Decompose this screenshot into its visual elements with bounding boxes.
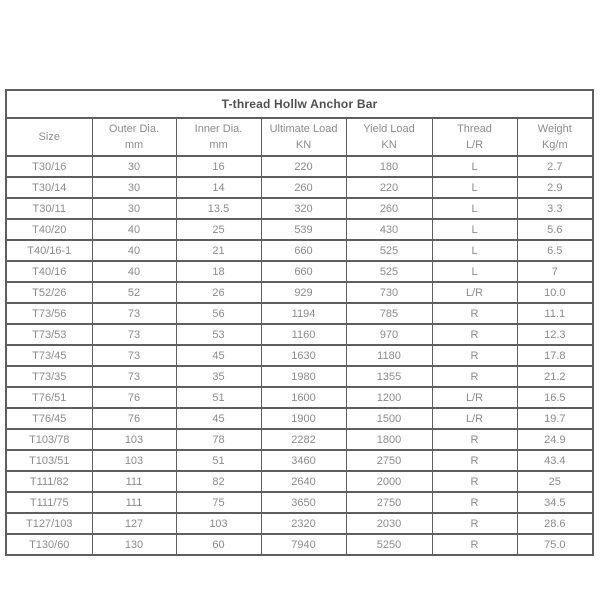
cell-t40-16-1-inner-dia: 21: [176, 240, 261, 261]
column-header-label: Yield Load: [363, 123, 415, 135]
cell-t73-35-ultimate-load: 1980: [261, 366, 346, 387]
cell-t73-45-weight: 17.8: [517, 345, 593, 366]
cell-t103-51-thread: R: [432, 450, 517, 471]
table-row-t30-14: [6, 177, 593, 198]
cell-t73-56-yield-load: 785: [346, 303, 432, 324]
cell-t30-14-outer-dia: 30: [92, 177, 176, 198]
cell-t103-51-inner-dia: 51: [176, 450, 261, 471]
cell-t76-51-size: T76/51: [6, 387, 92, 408]
cell-t130-60-outer-dia: 130: [92, 534, 176, 555]
cell-t103-51-yield-load: 2750: [346, 450, 432, 471]
cell-t103-78-yield-load: 1800: [346, 429, 432, 450]
cell-t76-45-ultimate-load: 1900: [261, 408, 346, 429]
table-row-t40-16: [6, 261, 593, 282]
cell-t40-16-ultimate-load: 660: [261, 261, 346, 282]
table-row-t76-51: [6, 387, 593, 408]
cell-t130-60-weight: 75.0: [517, 534, 593, 555]
column-header-unit: mm: [209, 139, 228, 151]
cell-t73-35-inner-dia: 35: [176, 366, 261, 387]
table-row-t130-60: [6, 534, 593, 555]
table-row-t40-16-1: [6, 240, 593, 261]
cell-t111-75-yield-load: 2750: [346, 492, 432, 513]
cell-t103-78-ultimate-load: 2282: [261, 429, 346, 450]
cell-t103-78-inner-dia: 78: [176, 429, 261, 450]
cell-t40-20-outer-dia: 40: [92, 219, 176, 240]
cell-t130-60-inner-dia: 60: [176, 534, 261, 555]
cell-t127-103-yield-load: 2030: [346, 513, 432, 534]
cell-t40-16-1-size: T40/16-1: [6, 240, 92, 261]
cell-t73-53-size: T73/53: [6, 324, 92, 345]
cell-t40-16-1-thread: L: [432, 240, 517, 261]
cell-t40-16-outer-dia: 40: [92, 261, 176, 282]
cell-t73-35-size: T73/35: [6, 366, 92, 387]
cell-t30-11-outer-dia: 30: [92, 198, 176, 219]
cell-t40-16-inner-dia: 18: [176, 261, 261, 282]
cell-t73-35-outer-dia: 73: [92, 366, 176, 387]
cell-t76-51-yield-load: 1200: [346, 387, 432, 408]
cell-t111-75-weight: 34.5: [517, 492, 593, 513]
cell-t73-56-inner-dia: 56: [176, 303, 261, 324]
cell-t30-14-ultimate-load: 260: [261, 177, 346, 198]
cell-t103-51-outer-dia: 103: [92, 450, 176, 471]
cell-t73-45-size: T73/45: [6, 345, 92, 366]
cell-t30-16-outer-dia: 30: [92, 156, 176, 177]
cell-t73-35-weight: 21.2: [517, 366, 593, 387]
cell-t30-16-thread: L: [432, 156, 517, 177]
column-header-ultimate-load: [261, 118, 346, 156]
cell-t111-82-ultimate-load: 2640: [261, 471, 346, 492]
cell-t30-16-ultimate-load: 220: [261, 156, 346, 177]
column-header-label: Inner Dia.: [194, 123, 243, 135]
table-row-t73-53: [6, 324, 593, 345]
anchor-bar-spec-table: [5, 89, 594, 556]
cell-t111-75-ultimate-load: 3650: [261, 492, 346, 513]
column-header-label: Weight: [537, 123, 572, 135]
table-row-t76-45: [6, 408, 593, 429]
cell-t127-103-ultimate-load: 2320: [261, 513, 346, 534]
cell-t103-78-outer-dia: 103: [92, 429, 176, 450]
cell-t73-45-thread: R: [432, 345, 517, 366]
cell-t76-51-outer-dia: 76: [92, 387, 176, 408]
cell-t76-51-inner-dia: 51: [176, 387, 261, 408]
cell-t30-11-weight: 3.3: [517, 198, 593, 219]
column-header-outer-dia: [92, 118, 176, 156]
cell-t52-26-weight: 10.0: [517, 282, 593, 303]
column-header-size: [6, 118, 92, 156]
cell-t30-16-yield-load: 180: [346, 156, 432, 177]
cell-t127-103-size: T127/103: [6, 513, 92, 534]
cell-t30-16-size: T30/16: [6, 156, 92, 177]
table-row-t73-35: [6, 366, 593, 387]
cell-t111-82-size: T111/82: [6, 471, 92, 492]
cell-t40-20-size: T40/20: [6, 219, 92, 240]
cell-t73-45-inner-dia: 45: [176, 345, 261, 366]
cell-t40-16-yield-load: 525: [346, 261, 432, 282]
cell-t73-53-yield-load: 970: [346, 324, 432, 345]
cell-t30-14-thread: L: [432, 177, 517, 198]
column-header-thread: [432, 118, 517, 156]
cell-t103-78-size: T103/78: [6, 429, 92, 450]
cell-t52-26-yield-load: 730: [346, 282, 432, 303]
column-header-label: Thread: [457, 123, 492, 135]
cell-t30-16-inner-dia: 16: [176, 156, 261, 177]
column-header-unit: L/R: [465, 139, 484, 151]
cell-t73-35-yield-load: 1355: [346, 366, 432, 387]
cell-t73-53-outer-dia: 73: [92, 324, 176, 345]
table-body: [6, 156, 593, 555]
cell-t30-11-inner-dia: 13.5: [176, 198, 261, 219]
table-header-row: [6, 118, 593, 156]
cell-t111-82-outer-dia: 111: [92, 471, 176, 492]
column-header-yield-load: [346, 118, 432, 156]
column-header-unit: KN: [295, 139, 312, 151]
cell-t73-56-weight: 11.1: [517, 303, 593, 324]
cell-t76-45-weight: 19.7: [517, 408, 593, 429]
cell-t40-20-thread: L: [432, 219, 517, 240]
cell-t127-103-thread: R: [432, 513, 517, 534]
cell-t111-82-weight: 25: [517, 471, 593, 492]
column-header-label: Outer Dia.: [108, 123, 160, 135]
cell-t76-45-thread: L/R: [432, 408, 517, 429]
column-header-unit: mm: [124, 139, 144, 151]
cell-t73-45-ultimate-load: 1630: [261, 345, 346, 366]
cell-t73-53-ultimate-load: 1160: [261, 324, 346, 345]
column-header-label: Ultimate Load: [269, 123, 338, 135]
table-row-t73-45: [6, 345, 593, 366]
cell-t73-53-weight: 12.3: [517, 324, 593, 345]
table-title: T-thread Hollw Anchor Bar: [6, 90, 593, 118]
cell-t40-16-1-yield-load: 525: [346, 240, 432, 261]
table-row-t52-26: [6, 282, 593, 303]
cell-t40-20-ultimate-load: 539: [261, 219, 346, 240]
cell-t127-103-weight: 28.6: [517, 513, 593, 534]
cell-t130-60-thread: R: [432, 534, 517, 555]
cell-t30-11-ultimate-load: 320: [261, 198, 346, 219]
cell-t130-60-ultimate-load: 7940: [261, 534, 346, 555]
cell-t73-56-size: T73/56: [6, 303, 92, 324]
cell-t111-82-yield-load: 2000: [346, 471, 432, 492]
cell-t127-103-outer-dia: 127: [92, 513, 176, 534]
cell-t111-75-size: T111/75: [6, 492, 92, 513]
cell-t76-45-size: T76/45: [6, 408, 92, 429]
cell-t76-51-thread: L/R: [432, 387, 517, 408]
cell-t40-20-yield-load: 430: [346, 219, 432, 240]
cell-t73-56-ultimate-load: 1194: [261, 303, 346, 324]
cell-t40-16-size: T40/16: [6, 261, 92, 282]
cell-t40-16-1-ultimate-load: 660: [261, 240, 346, 261]
cell-t103-51-size: T103/51: [6, 450, 92, 471]
cell-t111-75-inner-dia: 75: [176, 492, 261, 513]
table-row-t127-103: [6, 513, 593, 534]
cell-t30-11-yield-load: 260: [346, 198, 432, 219]
cell-t73-53-inner-dia: 53: [176, 324, 261, 345]
column-header-label: Size: [38, 131, 60, 143]
cell-t76-51-weight: 16.5: [517, 387, 593, 408]
cell-t30-14-inner-dia: 14: [176, 177, 261, 198]
cell-t103-78-thread: R: [432, 429, 517, 450]
cell-t111-82-inner-dia: 82: [176, 471, 261, 492]
cell-t130-60-yield-load: 5250: [346, 534, 432, 555]
cell-t40-20-inner-dia: 25: [176, 219, 261, 240]
table-row-t30-11: [6, 198, 593, 219]
cell-t76-45-yield-load: 1500: [346, 408, 432, 429]
column-header-inner-dia: [176, 118, 261, 156]
cell-t76-45-inner-dia: 45: [176, 408, 261, 429]
cell-t73-53-thread: R: [432, 324, 517, 345]
table-row-t30-16: [6, 156, 593, 177]
column-header-unit: Kg/m: [541, 139, 568, 151]
table-row-t103-51: [6, 450, 593, 471]
table-row-t111-75: [6, 492, 593, 513]
cell-t30-14-weight: 2.9: [517, 177, 593, 198]
cell-t40-20-weight: 5.6: [517, 219, 593, 240]
cell-t30-16-weight: 2.7: [517, 156, 593, 177]
cell-t103-78-weight: 24.9: [517, 429, 593, 450]
cell-t73-56-thread: R: [432, 303, 517, 324]
cell-t40-16-1-outer-dia: 40: [92, 240, 176, 261]
cell-t73-45-yield-load: 1180: [346, 345, 432, 366]
table-title-row: [6, 90, 593, 118]
cell-t52-26-ultimate-load: 929: [261, 282, 346, 303]
table-row-t103-78: [6, 429, 593, 450]
cell-t111-75-thread: R: [432, 492, 517, 513]
cell-t30-11-size: T30/11: [6, 198, 92, 219]
cell-t52-26-size: T52/26: [6, 282, 92, 303]
cell-t73-56-outer-dia: 73: [92, 303, 176, 324]
cell-t52-26-thread: L/R: [432, 282, 517, 303]
cell-t111-82-thread: R: [432, 471, 517, 492]
cell-t103-51-ultimate-load: 3460: [261, 450, 346, 471]
cell-t40-16-1-weight: 6.5: [517, 240, 593, 261]
cell-t76-51-ultimate-load: 1600: [261, 387, 346, 408]
cell-t111-75-outer-dia: 111: [92, 492, 176, 513]
cell-t127-103-inner-dia: 103: [176, 513, 261, 534]
column-header-weight: [517, 118, 593, 156]
cell-t103-51-weight: 43.4: [517, 450, 593, 471]
column-header-unit: KN: [381, 139, 397, 151]
cell-t40-16-thread: L: [432, 261, 517, 282]
cell-t73-45-outer-dia: 73: [92, 345, 176, 366]
table-row-t111-82: [6, 471, 593, 492]
cell-t30-14-size: T30/14: [6, 177, 92, 198]
table-row-t40-20: [6, 219, 593, 240]
cell-t40-16-weight: 7: [517, 261, 593, 282]
cell-t130-60-size: T130/60: [6, 534, 92, 555]
table-row-t73-56: [6, 303, 593, 324]
cell-t73-35-thread: R: [432, 366, 517, 387]
cell-t52-26-inner-dia: 26: [176, 282, 261, 303]
cell-t52-26-outer-dia: 52: [92, 282, 176, 303]
cell-t30-11-thread: L: [432, 198, 517, 219]
cell-t76-45-outer-dia: 76: [92, 408, 176, 429]
cell-t30-14-yield-load: 220: [346, 177, 432, 198]
